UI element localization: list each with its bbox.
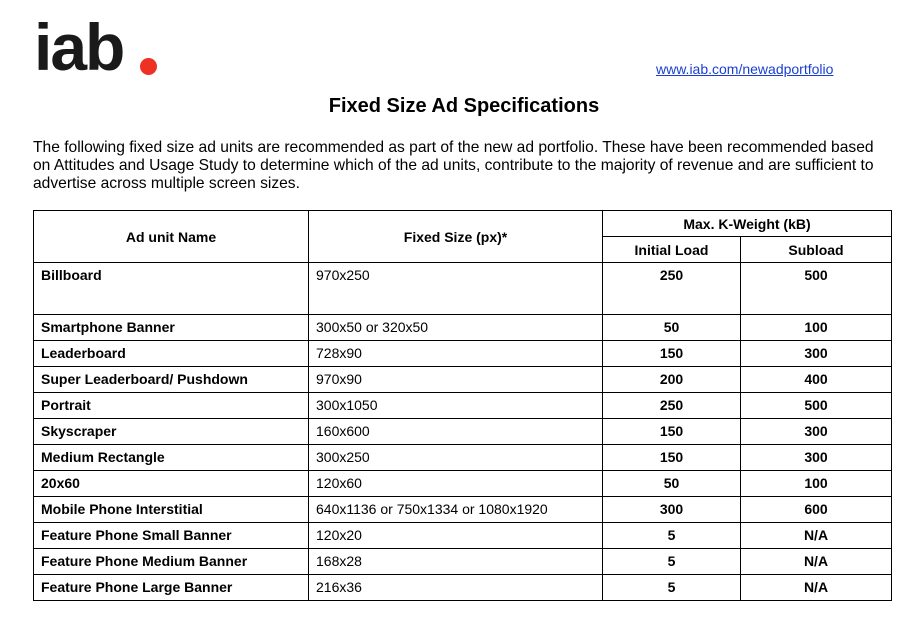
- table-body: [34, 263, 892, 601]
- cell-subload: 600: [741, 497, 892, 523]
- cell-ad-unit-name: Feature Phone Medium Banner: [34, 549, 309, 575]
- cell-fixed-size: 300x50 or 320x50: [309, 315, 603, 341]
- cell-subload: 400: [741, 367, 892, 393]
- cell-initial-load: 5: [603, 523, 741, 549]
- portfolio-link[interactable]: www.iab.com/newadportfolio: [656, 61, 834, 77]
- cell-ad-unit-name: Feature Phone Small Banner: [34, 523, 309, 549]
- cell-fixed-size: 970x250: [309, 263, 603, 315]
- table-row: [34, 523, 892, 549]
- cell-fixed-size: 640x1136 or 750x1334 or 1080x1920: [309, 497, 603, 523]
- cell-fixed-size: 120x60: [309, 471, 603, 497]
- cell-initial-load: 200: [603, 367, 741, 393]
- header-ad-unit-name: Ad unit Name: [34, 211, 309, 263]
- cell-initial-load: 150: [603, 445, 741, 471]
- table-row: [34, 393, 892, 419]
- table-row: [34, 549, 892, 575]
- cell-fixed-size: 160x600: [309, 419, 603, 445]
- cell-initial-load: 150: [603, 419, 741, 445]
- cell-subload: 300: [741, 445, 892, 471]
- table-row: [34, 445, 892, 471]
- table-row: [34, 575, 892, 601]
- cell-subload: 100: [741, 471, 892, 497]
- table-row: [34, 315, 892, 341]
- header-max-kweight: Max. K-Weight (kB): [603, 211, 892, 237]
- cell-ad-unit-name: Super Leaderboard/ Pushdown: [34, 367, 309, 393]
- table-header-row: [34, 211, 892, 237]
- iab-logo: iab: [34, 10, 124, 84]
- cell-ad-unit-name: Portrait: [34, 393, 309, 419]
- cell-initial-load: 250: [603, 263, 741, 315]
- header-fixed-size: Fixed Size (px)*: [309, 211, 603, 263]
- cell-ad-unit-name: Leaderboard: [34, 341, 309, 367]
- header-subload: Subload: [741, 237, 892, 263]
- cell-fixed-size: 168x28: [309, 549, 603, 575]
- cell-subload: 300: [741, 341, 892, 367]
- cell-initial-load: 250: [603, 393, 741, 419]
- cell-subload: N/A: [741, 549, 892, 575]
- cell-fixed-size: 300x1050: [309, 393, 603, 419]
- cell-initial-load: 50: [603, 471, 741, 497]
- table-row: [34, 367, 892, 393]
- cell-subload: N/A: [741, 575, 892, 601]
- cell-initial-load: 300: [603, 497, 741, 523]
- cell-fixed-size: 970x90: [309, 367, 603, 393]
- cell-ad-unit-name: Medium Rectangle: [34, 445, 309, 471]
- cell-initial-load: 50: [603, 315, 741, 341]
- table-row: [34, 263, 892, 315]
- cell-initial-load: 150: [603, 341, 741, 367]
- cell-fixed-size: 300x250: [309, 445, 603, 471]
- cell-subload: 500: [741, 263, 892, 315]
- cell-subload: 300: [741, 419, 892, 445]
- ad-spec-table: [33, 210, 892, 601]
- page-title: Fixed Size Ad Specifications: [328, 95, 600, 117]
- table-row: [34, 471, 892, 497]
- cell-ad-unit-name: Mobile Phone Interstitial: [34, 497, 309, 523]
- cell-initial-load: 5: [603, 549, 741, 575]
- iab-logo-dot: [140, 58, 157, 75]
- cell-ad-unit-name: Billboard: [34, 263, 309, 315]
- cell-subload: 500: [741, 393, 892, 419]
- header-initial-load: Initial Load: [603, 237, 741, 263]
- table-row: [34, 497, 892, 523]
- cell-fixed-size: 728x90: [309, 341, 603, 367]
- cell-initial-load: 5: [603, 575, 741, 601]
- cell-fixed-size: 120x20: [309, 523, 603, 549]
- cell-subload: 100: [741, 315, 892, 341]
- cell-fixed-size: 216x36: [309, 575, 603, 601]
- cell-ad-unit-name: Feature Phone Large Banner: [34, 575, 309, 601]
- cell-subload: N/A: [741, 523, 892, 549]
- cell-ad-unit-name: 20x60: [34, 471, 309, 497]
- table-row: [34, 341, 892, 367]
- cell-ad-unit-name: Skyscraper: [34, 419, 309, 445]
- intro-paragraph: The following fixed size ad units are recommended as part of the new ad portfolio. These have been recommended based on Attitudes and Usage Study to determine which of the ad units, contribute to the majority of revenue and are sufficient to advertise across multiple screen sizes.: [33, 139, 874, 192]
- cell-ad-unit-name: Smartphone Banner: [34, 315, 309, 341]
- table-row: [34, 419, 892, 445]
